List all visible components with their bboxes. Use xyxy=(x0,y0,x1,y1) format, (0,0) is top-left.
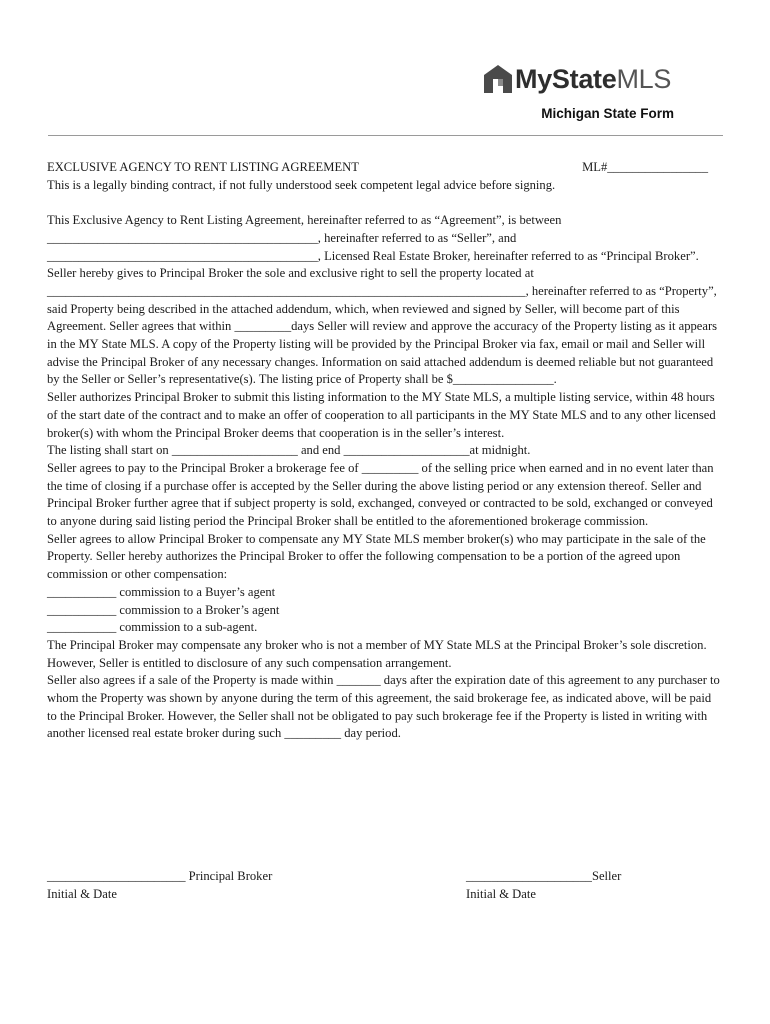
buyer-agent-commission: ___________ commission to a Buyer’s agent xyxy=(47,584,276,599)
title-row xyxy=(47,159,723,177)
broker-signature-line: ______________________ Principal Broker xyxy=(47,869,273,883)
ml-number-field: ML#________________ xyxy=(582,160,708,174)
non-member-paragraph: The Principal Broker may compensate any broker who is not a member of MY State MLS at the Principal Broker’s sole discretion. However, Seller is entitled to disclosure of any such compensation arrangement. xyxy=(47,637,707,670)
legal-warning: This is a legally binding contract, if not fully understood seek competent legal advice before signing. xyxy=(47,177,556,192)
post-expiration-paragraph: Seller also agrees if a sale of the Property is made within _______ days after the expiration date of this agreement to any purchaser to whom the Property was shown by anyone during the term of this agreement, the said brokerage fee, as indicated above, will be paid to the Principal Broker. However, the Seller shall not be obligated to pay such brokerage fee if the Property is listed in writing with another licensed real estate broker during such _________ day period. xyxy=(47,673,720,741)
spacer xyxy=(47,194,723,212)
compensation-paragraph: Seller agrees to allow Principal Broker to compensate any MY State MLS member broker(s) who may participate in the sale of the Property. Seller hereby authorizes the Principal Broker to offer the following compensation to be a portion of the agreed upon commission or other compensation: xyxy=(47,531,706,582)
mystatemls-logo xyxy=(484,63,671,95)
parties-paragraph: This Exclusive Agency to Rent Listing Agreement, hereinafter referred to as “Agreement”, is between ___________________________________________, hereinafter referred to as “Seller”, and ___________________________________________, Licensed Real Estate Broker, hereinafter referred to as “Principal Broker”. xyxy=(47,213,699,263)
logo-state: State xyxy=(551,64,617,94)
agreement-body xyxy=(47,159,723,743)
house-logo-icon xyxy=(484,63,512,95)
property-paragraph: Seller hereby gives to Principal Broker the sole and exclusive right to sell the property located at ____________________________________________________________________________, hereinafter referred to as “Property”, said Property being described in the attached addendum, which, when reviewed and signed by Seller, will become part of this Agreement. Seller agrees that within _________days Seller will review and approve the accuracy of the Property listing as it appears in the MY State MLS. A copy of the Property listing will be provided by the Principal Broker via fax, email or mail and Seller will advise the Principal Broker of any necessary changes. Information on said attached addendum is deemed reliable but not guaranteed by the Seller or Seller’s representative(s). The listing price of Property shall be $________________. xyxy=(47,266,718,387)
header-divider xyxy=(48,135,723,136)
agreement-title: EXCLUSIVE AGENCY TO RENT LISTING AGREEMENT xyxy=(47,160,359,174)
broker-initial-date: Initial & Date xyxy=(47,886,117,901)
state-form-label: Michigan State Form xyxy=(541,106,674,121)
seller-initial-date: Initial & Date xyxy=(466,886,536,901)
logo-mls: MLS xyxy=(616,64,672,94)
broker-signature xyxy=(47,868,272,903)
seller-signature xyxy=(466,868,621,903)
logo-my: My xyxy=(515,64,552,94)
brokerage-fee-paragraph: Seller agrees to pay to the Principal Broker a brokerage fee of _________ of the selling price when earned and in no event later than the time of closing if a purchase offer is accepted by the Seller during the above listing period or any extension thereof. Seller and Principal Broker further agree that if subject property is sold, exchanged, conveyed or contracted to be sold, exchanged or conveyed to anyone during said listing period the Principal Broker shall be entitled to the aforementioned brokerage commission. xyxy=(47,460,714,529)
logo-wordmark xyxy=(515,63,671,95)
mls-authorization-paragraph: Seller authorizes Principal Broker to submit this listing information to the MY State MLS, a multiple listing service, within 48 hours of the start date of the contract and to make an offer of cooperation to all participants in the MY State MLS and to any other licensed broker(s) with whom the Principal Broker deems that cooperation is in the seller’s interest. xyxy=(47,390,716,440)
seller-signature-line: ____________________Seller xyxy=(466,869,622,883)
broker-agent-commission: ___________ commission to a Broker’s agent xyxy=(47,602,280,617)
sub-agent-commission: ___________ commission to a sub-agent. xyxy=(47,620,258,635)
listing-period-paragraph: The listing shall start on ____________________ and end ____________________at midnight. xyxy=(47,443,531,458)
